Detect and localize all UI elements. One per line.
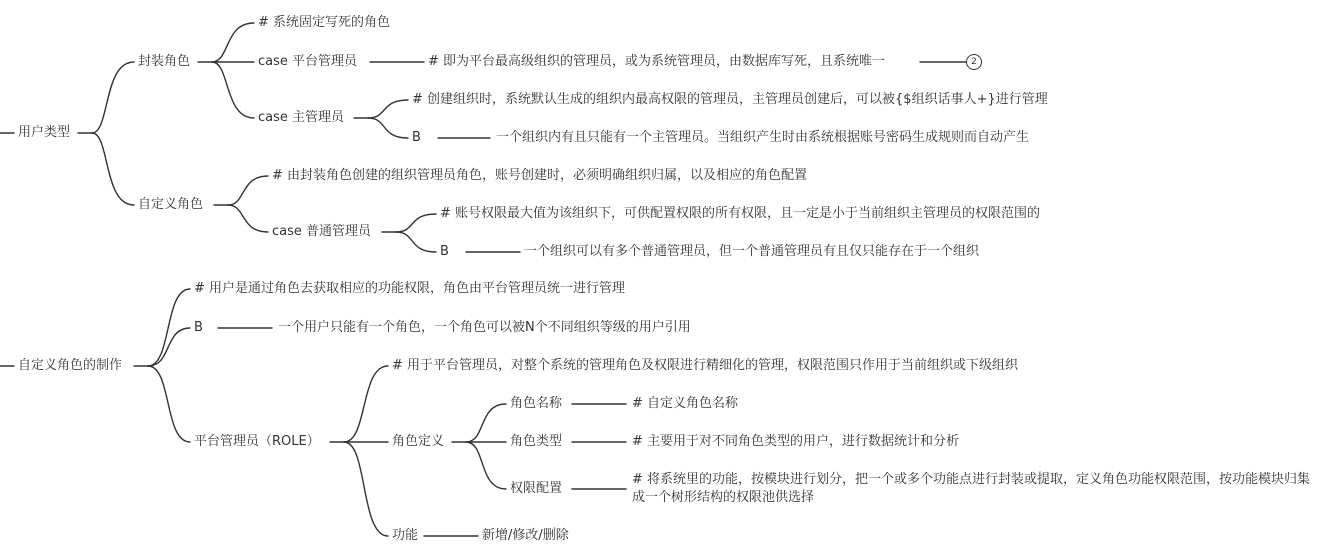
connector [368,100,408,118]
connector [92,62,134,133]
node-note-normal-admin[interactable]: # 账号权限最大值为该组织下，可供配置权限的所有权限，且一定是小于当前组织主管理员的权限范围的 [440,206,1041,221]
node-case-main-admin[interactable]: case 主管理员 [258,110,345,125]
node-custom-role-making[interactable]: 自定义角色的制作 [18,358,123,373]
node-note-role-name[interactable]: # 自定义角色名称 [632,396,739,411]
node-role-definition[interactable]: 角色定义 [392,434,445,449]
node-case-normal-admin[interactable]: case 普通管理员 [272,224,372,239]
connector [396,214,436,232]
connector [368,118,408,138]
node-note-main-admin[interactable]: # 创建组织时，系统默认生成的组织内最高权限的管理员，主管理员创建后，可以被{$组织话事人+}进行管理 [412,92,1048,107]
node-b-main-admin[interactable]: B [412,130,421,145]
connector [466,442,506,489]
node-function-actions[interactable]: 新增/修改/删除 [482,528,569,543]
node-note-custom-role[interactable]: # 由封装角色创建的组织管理员角色，账号创建时，必须明确组织归属，以及相应的角色配置 [272,168,808,183]
node-platform-admin-role[interactable]: 平台管理员（ROLE） [194,434,320,449]
node-permission-config[interactable]: 权限配置 [510,481,563,496]
node-main-admin-rule[interactable]: 一个组织内有且只能有一个主管理员。当组织产生时由系统根据账号密码生成规则而自动产生 [496,130,1030,145]
connector [92,133,134,205]
connector [148,366,190,442]
node-role-name[interactable]: 角色名称 [510,396,563,411]
connector [148,289,190,366]
node-note-platform-admin-role[interactable]: # 用于平台管理员，对整个系统的管理角色及权限进行精细化的管理，权限范围只作用于当前组织或下级组织 [392,358,1019,373]
connector [228,176,268,205]
connector [148,328,190,366]
node-b-role[interactable]: B [194,320,203,335]
node-role-rule[interactable]: 一个用户只能有一个角色，一个角色可以被N个不同组织等级的用户引用 [278,320,691,335]
collapsed-count-badge[interactable]: 2 [966,54,982,70]
node-user-types[interactable]: 用户类型 [18,125,71,140]
node-role-type[interactable]: 角色类型 [510,434,563,449]
node-case-platform-admin[interactable]: case 平台管理员 [258,54,358,69]
node-b-normal-admin[interactable]: B [440,244,449,259]
node-note-fixed-role[interactable]: # 系统固定写死的角色 [258,15,391,30]
node-note-permission-config[interactable]: # 将系统里的功能，按模块进行划分，把一个或多个功能点进行封装或提取，定义角色功能权限范围，按功能模块归集成一个树形结构的权限池供选择 [632,472,1311,505]
connector [466,404,506,442]
connector [344,366,388,442]
node-normal-admin-rule[interactable]: 一个组织可以有多个普通管理员，但一个普通管理员有且仅只能存在于一个组织 [524,244,980,259]
node-packaged-role[interactable]: 封装角色 [138,54,191,69]
connector [228,205,268,232]
node-custom-role[interactable]: 自定义角色 [138,197,204,212]
connector [344,442,388,536]
connector [396,232,436,252]
node-note-role-permission[interactable]: # 用户是通过角色去获取相应的功能权限，角色由平台管理员统一进行管理 [194,281,626,296]
node-function[interactable]: 功能 [392,528,419,543]
node-note-platform-admin[interactable]: # 即为平台最高级组织的管理员，或为系统管理员，由数据库写死，且系统唯一 [428,54,886,69]
node-note-role-type[interactable]: # 主要用于对不同角色类型的用户，进行数据统计和分析 [632,434,960,449]
connector [212,23,254,62]
connector [212,62,254,118]
